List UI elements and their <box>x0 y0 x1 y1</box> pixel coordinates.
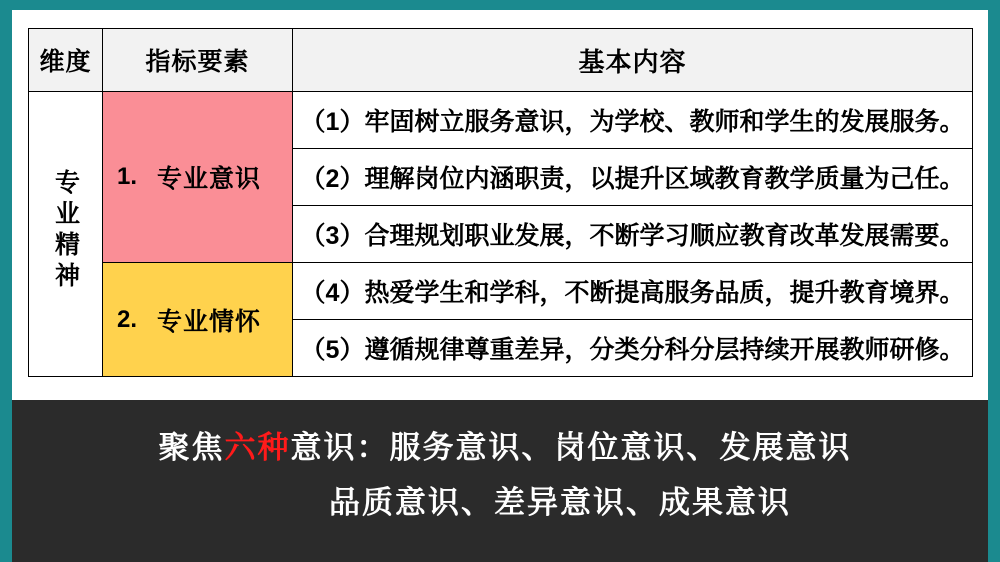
criteria-table <box>28 28 973 377</box>
header-indicator: 指标要素 <box>103 29 293 92</box>
slide-caption <box>12 404 988 562</box>
indicator-number: 1. <box>117 163 138 190</box>
content-cell-3: （3）合理规划职业发展，不断学习顺应教育改革发展需要。 <box>293 206 973 263</box>
table-row <box>29 92 973 149</box>
content-cell-4: （4）热爱学生和学科，不断提高服务品质，提升教育境界。 <box>293 263 973 320</box>
content-cell-5: （5）遵循规律尊重差异，分类分科分层持续开展教师研修。 <box>293 320 973 377</box>
caption-suffix: 意识：服务意识、岗位意识、发展意识 <box>290 430 852 465</box>
caption-line-1 <box>12 422 988 467</box>
caption-prefix: 聚焦 <box>158 430 225 465</box>
dimension-label: 专业精神 <box>51 169 80 293</box>
indicator-label: 专业情怀 <box>157 307 262 336</box>
header-dimension: 维度 <box>29 29 103 92</box>
caption-line-2: 品质意识、差异意识、成果意识 <box>329 485 791 520</box>
indicator-label: 专业意识 <box>157 165 262 193</box>
header-content: 基本内容 <box>293 29 973 92</box>
dimension-cell <box>29 92 103 377</box>
table-panel <box>12 10 988 400</box>
indicator-cell-professional-feeling <box>103 263 293 377</box>
indicator-number: 2. <box>117 305 138 333</box>
right-accent-bar <box>988 0 1000 562</box>
caption-highlight: 六种 <box>224 430 291 465</box>
table-header-row <box>29 29 973 92</box>
table-row <box>29 263 973 320</box>
indicator-cell-professional-awareness <box>103 92 293 263</box>
content-cell-1: （1）牢固树立服务意识，为学校、教师和学生的发展服务。 <box>293 92 973 149</box>
left-accent-bar <box>0 0 12 562</box>
top-accent-bar <box>0 0 1000 10</box>
content-cell-2: （2）理解岗位内涵职责，以提升区域教育教学质量为己任。 <box>293 149 973 206</box>
